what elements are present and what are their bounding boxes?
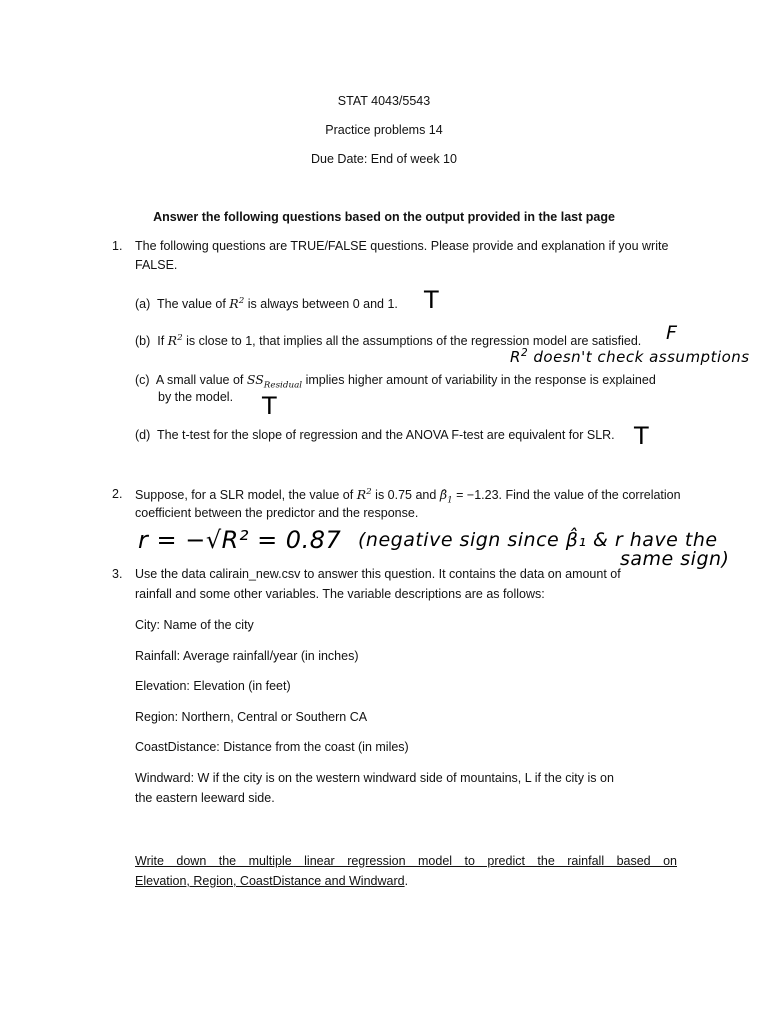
var-region: Region: Northern, Central or Southern CA	[135, 710, 368, 724]
q2-answer-equation-handwritten: r = −√R² = 0.87	[138, 526, 342, 554]
q1c-item	[135, 372, 656, 391]
q1a-post: is always between 0 and 1.	[247, 297, 398, 312]
ss-residual-symbol: $SS_{Residual}$	[246, 372, 303, 391]
var-coastdistance: CoastDistance: Distance from the coast (in miles)	[135, 740, 409, 754]
q1b-answer-handwritten: F	[666, 322, 678, 344]
q1a-pre: The value of	[157, 297, 226, 312]
q1c-pre: A small value of	[155, 373, 244, 387]
q1b-pre: If	[157, 334, 165, 349]
document-title: Practice problems 14	[325, 123, 443, 137]
q1-text-line2: FALSE.	[135, 258, 178, 272]
q1c-post: implies higher amount of variability in the response is explained	[305, 373, 656, 387]
var-rainfall: Rainfall: Average rainfall/year (in inches)	[135, 649, 359, 663]
q1b-label: (b)	[135, 334, 151, 349]
q1d-answer-handwritten: T	[634, 422, 650, 450]
q2-answer-note-handwritten: (negative sign since β̂₁ & r have the	[358, 529, 718, 551]
q1a-item	[135, 296, 398, 311]
q1c-label: (c)	[135, 373, 150, 387]
q2-text-line2: coefficient between the predictor and the response.	[135, 506, 419, 520]
q3-task-line1: Write down the multiple linear regression model to predict the rainfall based on	[135, 854, 677, 868]
var-windward-line1: Windward: W if the city is on the western windward side of mountains, L if the city is on	[135, 771, 614, 785]
var-elevation: Elevation: Elevation (in feet)	[135, 679, 291, 693]
r-squared-symbol: $R^2$	[167, 333, 183, 349]
q3-number: 3.	[112, 567, 123, 581]
q1a-label: (a)	[135, 297, 151, 312]
q3-text-line2: rainfall and some other variables. The variable descriptions are as follows:	[135, 587, 545, 601]
q3-text-line1: Use the data calirain_new.csv to answer this question. It contains the data on amount of	[135, 567, 621, 581]
r-squared-symbol: $R^2$	[356, 487, 372, 503]
q1b-post: is close to 1, that implies all the assumptions of the regression model are satisfied.	[186, 334, 642, 349]
q1b-explanation-handwritten: $R^2$ doesn't check assumptions	[510, 347, 750, 366]
q1d-label: (d)	[135, 428, 151, 442]
q1c-answer-handwritten: T	[262, 392, 278, 420]
due-date: Due Date: End of week 10	[311, 152, 457, 166]
var-city: City: Name of the city	[135, 618, 254, 632]
q1-number: 1.	[112, 239, 123, 253]
q2-number: 2.	[112, 487, 123, 501]
q3-task-line2: Elevation, Region, CoastDistance and Windward.	[135, 874, 409, 888]
q2-answer-note2-handwritten: same sign)	[620, 548, 730, 570]
q1a-answer-handwritten: T	[424, 286, 440, 314]
course-code: STAT 4043/5543	[337, 94, 431, 108]
q1b-item	[135, 333, 641, 348]
q2-text-line1: Suppose, for a SLR model, the value of $R^2$ is 0.75 and $\betâ_1 = -1.23$. Find the value of the correlation	[135, 487, 681, 506]
r-squared-symbol: $R^2$	[229, 296, 245, 312]
q1d-item	[135, 428, 615, 442]
instructions-heading: Answer the following questions based on the output provided in the last page	[153, 210, 615, 224]
q1-text-line1: The following questions are TRUE/FALSE questions. Please provide and explanation if you write	[135, 239, 669, 253]
var-windward-line2: the eastern leeward side.	[135, 791, 275, 805]
q1c-line2: by the model.	[158, 390, 234, 404]
beta-hat-symbol: $\betâ_1$	[439, 487, 453, 506]
q1d-text: The t-test for the slope of regression and the ANOVA F-test are equivalent for SLR.	[157, 428, 615, 442]
